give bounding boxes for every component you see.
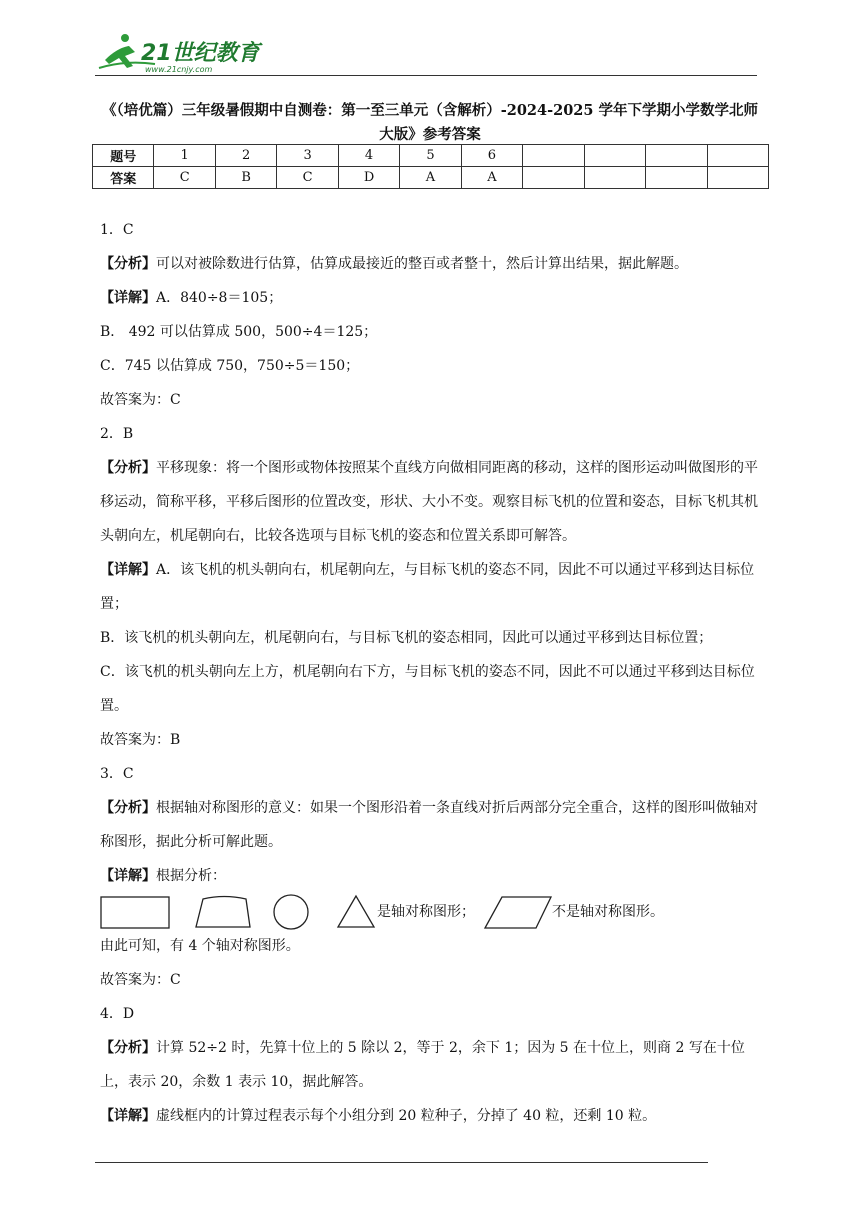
q3-analysis-text: 根据轴对称图形的意义：如果一个图形沿着一条直线对折后两部分完全重合，这样的图形叫做轴对称图形，据此分析可解此题。 [100, 800, 758, 850]
header-divider [95, 75, 757, 76]
table-cell: 2 [215, 145, 276, 167]
q1-analysis-text: 可以对被除数进行估算，估算成最接近的整百或者整十，然后计算出结果，据此解题。 [156, 256, 688, 272]
not-symmetric-label: 不是轴对称图形。 [552, 904, 664, 920]
table-row-numbers [93, 145, 769, 167]
table-cell: A [400, 167, 461, 189]
table-cell: 5 [400, 145, 461, 167]
q4-detail [100, 1099, 765, 1133]
q2-conclusion: 故答案为：B [100, 732, 181, 748]
document-title: 《（培优篇）三年级暑假期中自测卷：第一至三单元（含解析）-2024-2025 学年下学期小学数学北师大版》参考答案 [101, 102, 759, 143]
parallelogram-icon [485, 897, 551, 928]
detail-tag: 【详解】 [100, 562, 156, 578]
table-cell: B [215, 167, 276, 189]
detail-tag: 【详解】 [100, 1108, 156, 1124]
q3-detail [100, 859, 765, 893]
q4-detail-text: 虚线框内的计算过程表示每个小组分到 20 粒种子，分掉了 40 粒，还剩 10 粒。 [156, 1108, 657, 1124]
table-cell: 6 [461, 145, 522, 167]
table-cell-empty [707, 167, 768, 189]
table-cell: D [338, 167, 399, 189]
analysis-tag: 【分析】 [100, 1040, 156, 1056]
table-cell-empty [584, 145, 645, 167]
q2-heading: 2．B [100, 426, 134, 442]
table-cell-empty [523, 145, 584, 167]
q1-detail-a-text: A．840÷8＝105； [156, 290, 283, 306]
q1-detail-c: C．745 以估算成 750，750÷5＝150； [100, 358, 360, 374]
row-label-number: 题号 [93, 145, 154, 167]
table-cell: 3 [277, 145, 338, 167]
q1-detail-a [100, 281, 765, 315]
q3-result: 由此可知，有 4 个轴对称图形。 [100, 938, 300, 954]
shapes-figure [100, 894, 570, 932]
detail-tag: 【详解】 [100, 868, 156, 884]
q4-analysis-text: 计算 52÷2 时，先算十位上的 5 除以 2，等于 2，余下 1；因为 5 在十位上，则商 2 写在十位上，表示 20，余数 1 表示 10，据此解答。 [100, 1040, 745, 1090]
table-cell: A [461, 167, 522, 189]
logo-icon [95, 30, 265, 78]
table-cell: 1 [154, 145, 215, 167]
q3-heading: 3．C [100, 766, 134, 782]
solutions-body [100, 213, 765, 1133]
row-label-answer: 答案 [93, 167, 154, 189]
analysis-tag: 【分析】 [100, 800, 156, 816]
footer-divider [95, 1162, 708, 1163]
table-cell-empty [646, 167, 707, 189]
rectangle-icon [101, 897, 169, 928]
q3-detail-text: 根据分析： [156, 868, 226, 884]
triangle-icon [338, 896, 374, 927]
table-cell: C [277, 167, 338, 189]
q1-heading: 1．C [100, 222, 134, 238]
table-cell-empty [584, 167, 645, 189]
analysis-tag: 【分析】 [100, 460, 156, 476]
q4-analysis [100, 1031, 765, 1099]
q2-detail-b: B．该飞机的机头朝向左，机尾朝向右，与目标飞机的姿态相同，因此可以通过平移到达目标位置； [100, 630, 713, 646]
table-cell: C [154, 167, 215, 189]
q3-analysis [100, 791, 765, 859]
answer-table [92, 144, 769, 189]
analysis-tag: 【分析】 [100, 256, 156, 272]
trapezoid-icon [196, 897, 250, 928]
logo-url: www.21cnjy.com [145, 65, 213, 74]
q2-detail-c: C．该飞机的机头朝向左上方，机尾朝向右下方，与目标飞机的姿态不同，因此不可以通过平移到达目标位置。 [100, 664, 755, 714]
table-cell: 4 [338, 145, 399, 167]
table-row-answers [93, 167, 769, 189]
q3-shapes-row [100, 895, 765, 929]
q3-conclusion: 故答案为：C [100, 972, 181, 988]
page-header [95, 30, 757, 80]
q4-heading: 4．D [100, 1006, 135, 1022]
table-cell-empty [523, 167, 584, 189]
q2-analysis [100, 451, 765, 553]
q1-analysis [100, 247, 765, 281]
table-cell-empty [646, 145, 707, 167]
q2-analysis-text: 平移现象：将一个图形或物体按照某个直线方向做相同距离的移动，这样的图形运动叫做图形的平移运动，简称平移，平移后图形的位置改变，形状、大小不变。观察目标飞机的位置和姿态，目标飞机其机头朝向左，机尾朝向右，比较各选项与目标飞机的姿态和位置关系即可解答。 [100, 460, 758, 544]
detail-tag: 【详解】 [100, 290, 156, 306]
q2-detail-a-text: A．该飞机的机头朝向右，机尾朝向左，与目标飞机的姿态不同，因此不可以通过平移到达目标位置； [100, 562, 755, 612]
table-cell-empty [707, 145, 768, 167]
symmetric-label: 是轴对称图形； [377, 904, 475, 920]
logo-text: 21世纪教育 [141, 41, 260, 66]
q1-detail-b: B． 492 可以估算成 500，500÷4＝125； [100, 324, 378, 340]
q2-detail-a [100, 553, 765, 621]
circle-icon [274, 895, 308, 929]
q1-conclusion: 故答案为：C [100, 392, 181, 408]
